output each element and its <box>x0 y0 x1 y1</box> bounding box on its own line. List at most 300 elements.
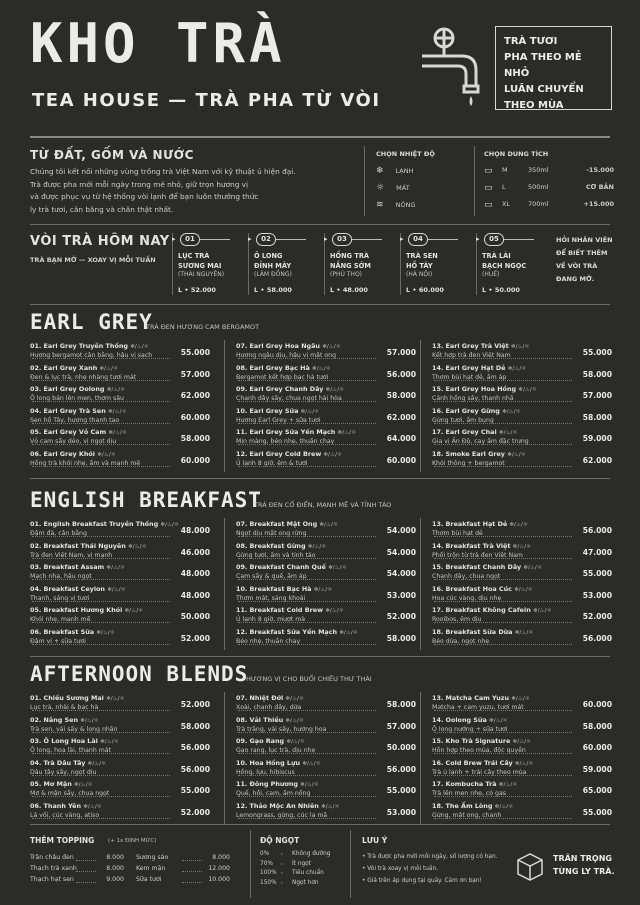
menu-item[interactable] <box>30 342 210 364</box>
item-name-row <box>236 364 331 372</box>
menu-item[interactable] <box>236 364 416 386</box>
item-name-row <box>30 364 118 372</box>
tap-price: L • 50.000 <box>482 286 520 294</box>
item-name: 04. Breakfast Ceylon <box>30 584 105 593</box>
item-description: Mịn màng, béo nhẹ, thuần chay <box>236 438 335 445</box>
menu-item[interactable] <box>30 428 210 450</box>
ask-line: ĐỂ BIẾT THÊM <box>556 249 608 257</box>
menu-item[interactable] <box>30 385 210 407</box>
divider <box>364 146 365 216</box>
menu-item[interactable] <box>236 450 416 472</box>
item-description: Chanh dây sấy, chua ngọt hài hòa <box>236 395 342 402</box>
menu-item[interactable] <box>30 585 210 607</box>
dot-leader <box>182 860 202 861</box>
item-description: Gia vị Ấn Độ, cay ấm đặc trưng <box>432 438 529 445</box>
menu-item[interactable] <box>236 407 416 429</box>
tap-card[interactable] <box>248 233 316 295</box>
item-name-row <box>236 716 304 724</box>
item-name: 10. Hoa Hồng Lựu <box>236 758 301 767</box>
dot-leader <box>434 466 572 467</box>
item-name: 08. Breakfast Gừng <box>236 541 306 550</box>
item-price: 56.000 <box>582 633 612 643</box>
item-name: 17. Kombucha Trà <box>432 780 497 788</box>
dot-leader <box>238 644 376 645</box>
temperature-icons: ❄/♨/☼ <box>87 760 107 767</box>
item-description: Đen & lục trà, nhẹ nhàng tươi mát <box>30 373 137 381</box>
menu-item[interactable] <box>30 407 210 429</box>
item-name: 14. Oolong Sữa <box>432 715 487 724</box>
topping-price: 9.000 <box>106 876 124 883</box>
item-name-row <box>30 606 143 614</box>
temperature-icons: ❄/♨/☼ <box>507 451 526 458</box>
item-price: 60.000 <box>582 743 612 752</box>
size-code: L <box>502 183 506 191</box>
tap-origin: (THÁI NGUYÊN) <box>178 271 225 278</box>
menu-item[interactable] <box>432 780 612 802</box>
menu-item[interactable] <box>30 520 210 542</box>
item-name: 14. Breakfast Trà Việt <box>432 541 511 550</box>
item-name: 03. Earl Grey Oolong <box>30 385 105 393</box>
item-description: Hồng trà khói nhẹ, ấm và mạnh mẽ <box>30 459 141 467</box>
item-name-row <box>236 407 319 415</box>
tap-card[interactable] <box>476 233 544 295</box>
menu-item[interactable] <box>432 563 612 585</box>
item-name: 01. Earl Grey Truyền Thống <box>30 342 128 350</box>
menu-item[interactable] <box>432 520 612 542</box>
item-price: 58.000 <box>582 369 612 379</box>
menu-item[interactable] <box>432 606 612 628</box>
dot-leader <box>238 732 376 733</box>
taps-subtitle: TRÀ BẠN MỞ — XOAY VỊ MỖI TUẦN <box>30 256 156 264</box>
menu-item[interactable] <box>236 802 416 824</box>
item-name-row <box>236 428 356 436</box>
temperature-icons: ❄/♨/☼ <box>494 803 514 810</box>
item-description: Ô long nướng + sữa tươi <box>432 725 508 733</box>
tagline-line: THEO MÙA <box>504 100 564 111</box>
cup-icon: ▭ <box>484 200 493 210</box>
dot-leader <box>238 380 376 381</box>
temperature-icons: ❄/♨/☼ <box>339 629 358 636</box>
dot-leader <box>238 536 376 537</box>
item-description: Phối trộn từ trà đen Việt Nam <box>432 551 523 559</box>
temperature-icons: ❄/♨/☼ <box>83 803 102 810</box>
divider <box>428 239 458 240</box>
menu-item[interactable] <box>432 385 612 407</box>
menu-item[interactable] <box>30 759 210 781</box>
dot-leader <box>32 380 170 381</box>
dot-leader <box>238 444 376 445</box>
item-price: 52.000 <box>386 612 416 621</box>
divider <box>420 692 421 824</box>
tap-name-line: TRÀ SEN <box>406 252 438 260</box>
menu-item[interactable] <box>432 694 612 716</box>
topping-price: 8.000 <box>212 854 230 861</box>
item-name: 02. Breakfast Thái Nguyên <box>30 541 126 550</box>
dot-leader <box>434 732 572 733</box>
temperature-icons: ❄/♨/☼ <box>124 608 144 614</box>
temperature-icons: ❄/♨/☼ <box>510 344 530 350</box>
item-price: 50.000 <box>180 612 210 621</box>
menu-item[interactable] <box>30 606 210 628</box>
dot-leader <box>32 775 170 776</box>
item-name-row <box>30 342 149 350</box>
item-description: Thanh, sáng vị tươi <box>30 594 90 602</box>
sweetness-option[interactable] <box>260 851 344 857</box>
topping-name: Thạch trà xanh <box>30 865 77 872</box>
menu-item[interactable] <box>432 802 612 824</box>
ask-line: ĐANG MỞ. <box>556 275 595 283</box>
topping-item[interactable] <box>136 854 230 861</box>
tap-name <box>482 251 526 271</box>
menu-item[interactable] <box>30 802 210 824</box>
size-option-l[interactable] <box>484 183 614 193</box>
drop-icon: ◦ <box>280 870 284 877</box>
dot-leader <box>32 536 170 537</box>
item-price: 56.000 <box>582 526 612 535</box>
temperature-icons: ❄/♨/☼ <box>99 365 118 372</box>
item-price: 55.000 <box>582 348 612 357</box>
topping-price: 12.000 <box>208 865 230 872</box>
divider <box>352 239 382 240</box>
item-price: 48.000 <box>180 569 210 578</box>
menu-item[interactable] <box>236 428 416 450</box>
section-title: AFTERNOON BLENDS <box>30 662 249 686</box>
item-name: 16. Breakfast Hoa Cúc <box>432 584 512 593</box>
item-price: 46.000 <box>180 547 210 557</box>
temp-option-cold[interactable] <box>376 166 413 176</box>
dot-leader <box>32 753 170 754</box>
menu-item[interactable] <box>236 628 416 650</box>
steam-icon: ≋ <box>376 200 384 210</box>
item-name-row <box>236 450 342 458</box>
item-price: 56.000 <box>386 369 416 379</box>
item-description: Bergamot kết hợp bạc hà tươi <box>236 373 329 381</box>
menu-item[interactable] <box>236 759 416 781</box>
item-name: 10. Earl Grey Sữa <box>236 406 299 415</box>
menu-item[interactable] <box>236 780 416 802</box>
menu-item[interactable] <box>30 716 210 738</box>
item-description: Thơm bùi hạt dẻ <box>432 530 483 537</box>
divider <box>420 340 421 472</box>
menu-item[interactable] <box>236 520 416 542</box>
topping-name: Sương sáo <box>136 854 169 861</box>
menu-item[interactable] <box>30 737 210 759</box>
temperature-icons: ❄/♨/☼ <box>286 739 305 745</box>
menu-item[interactable] <box>236 342 416 364</box>
item-name-row <box>432 737 531 745</box>
menu-item[interactable] <box>432 364 612 386</box>
item-name: 13. Breakfast Hạt Dẻ <box>432 520 508 528</box>
menu-item[interactable] <box>30 563 210 585</box>
menu-item[interactable] <box>30 694 210 716</box>
item-name-row <box>432 542 531 550</box>
item-description: Mạch nha, hậu ngọt <box>30 573 92 580</box>
intro-text <box>30 166 355 216</box>
tap-number: 03 <box>332 233 352 246</box>
dot-leader <box>32 444 170 445</box>
tagline-line: LUÂN CHUYỂN <box>504 84 584 95</box>
item-name: 15. Earl Grey Hoa Hồng <box>432 385 517 393</box>
item-name: 18. Breakfast Sữa Dừa <box>432 627 513 636</box>
arrow-right-icon: ▸ <box>172 235 176 243</box>
item-name-row <box>236 802 340 810</box>
ask-staff-note <box>556 234 616 286</box>
menu-item[interactable] <box>30 450 210 472</box>
closing-text <box>553 852 615 878</box>
item-name: 12. Thảo Mộc An Nhiên <box>236 801 319 810</box>
item-description: Lục trà, nhài & bạc hà <box>30 704 99 711</box>
tap-name <box>254 251 291 271</box>
divider <box>200 239 230 240</box>
item-description: Hỗn hợp theo mùa, độc quyền <box>432 747 526 754</box>
item-price: 57.000 <box>180 369 210 379</box>
menu-item[interactable] <box>432 342 612 364</box>
sweetness-label: Ít ngọt <box>292 860 311 867</box>
dot-leader <box>32 732 170 733</box>
item-name: 07. Nhiệt Đới <box>236 694 284 702</box>
menu-item[interactable] <box>236 737 416 759</box>
tap-name-line: TRÀ LÀI <box>482 252 511 260</box>
menu-item[interactable] <box>30 780 210 802</box>
size-option-xl[interactable] <box>484 200 614 210</box>
menu-item[interactable] <box>30 542 210 564</box>
sweetness-percent: 150% <box>260 879 277 886</box>
drop-icon: ◦ <box>280 860 284 868</box>
item-name: 09. Breakfast Chanh Quế <box>236 563 326 571</box>
item-name: 18. The Ấm Lòng <box>432 801 493 810</box>
tap-card[interactable] <box>324 233 392 295</box>
topping-item[interactable] <box>30 854 124 861</box>
menu-item[interactable] <box>432 759 612 781</box>
item-description: Khói nhẹ, mạnh mẽ <box>30 616 91 623</box>
item-name: 04. Earl Grey Trà Sen <box>30 406 106 415</box>
brand-title: KHO TRÀ <box>30 12 286 75</box>
item-price: 54.000 <box>386 526 416 535</box>
item-description: Trà đen Việt Nam, vị mạnh <box>30 551 113 559</box>
menu-item[interactable] <box>236 563 416 585</box>
item-price: 55.000 <box>180 786 210 795</box>
item-name-row <box>432 585 533 593</box>
tap-name <box>178 251 221 271</box>
item-name: 07. Breakfast Mật Ong <box>236 520 318 528</box>
item-description: Hương ngâu dịu, hậu vị mật ong <box>236 352 337 359</box>
dot-leader <box>238 818 376 819</box>
dot-leader <box>32 601 170 602</box>
ask-line: HỎI NHÂN VIÊN <box>556 236 613 244</box>
item-name: 07. Earl Grey Hoa Ngâu <box>236 342 320 350</box>
item-description: Ủ lạnh 8 giờ, êm & tươi <box>236 459 308 467</box>
topping-item[interactable] <box>136 865 230 872</box>
dot-leader <box>434 536 572 537</box>
menu-item[interactable] <box>236 542 416 564</box>
tap-name <box>406 251 438 271</box>
size-option-m[interactable] <box>484 166 614 176</box>
tap-origin: (HUẾ) <box>482 271 500 278</box>
item-price: 58.000 <box>180 721 210 731</box>
dot-leader <box>434 710 572 711</box>
item-description: Ủ lạnh 8 giờ, mượt mà <box>236 616 306 623</box>
item-name: 12. Earl Grey Cold Brew <box>236 449 322 458</box>
item-description: Khói thông + bergamot <box>432 459 505 467</box>
faucet-icon <box>418 26 490 110</box>
temperature-icons: ❄/♨/☼ <box>96 629 115 636</box>
divider <box>250 830 251 898</box>
section-title: EARL GREY <box>30 310 153 334</box>
menu-item[interactable] <box>432 585 612 607</box>
temperature-icons: ❄/♨/☼ <box>523 565 542 571</box>
item-description: Gạo rang, lục trà, dịu nhẹ <box>236 747 316 754</box>
temp-option-cool[interactable] <box>376 183 410 193</box>
sun-icon: ☼ <box>376 183 385 193</box>
item-price: 54.000 <box>386 547 416 557</box>
item-price: 52.000 <box>180 807 210 817</box>
drop-icon: ◦ <box>280 851 284 858</box>
topping-item[interactable] <box>136 876 230 883</box>
dot-leader <box>182 882 202 883</box>
menu-item[interactable] <box>432 407 612 429</box>
temperature-icons: ❄/♨/☼ <box>325 387 345 393</box>
topping-item[interactable] <box>30 865 124 872</box>
item-price: 60.000 <box>180 455 210 465</box>
item-name-row <box>30 716 99 724</box>
temperature-icons: ❄/♨/☼ <box>107 586 126 593</box>
menu-item[interactable] <box>432 450 612 472</box>
item-name-row <box>30 694 125 702</box>
section-subtitle: HƯƠNG VỊ CHO BUỔI CHIỀU THƯ THÁI <box>246 675 372 683</box>
item-name: 02. Nắng Sen <box>30 715 79 724</box>
dot-leader <box>32 796 170 797</box>
item-name-row <box>30 780 92 788</box>
item-name: 09. Earl Grey Chanh Dây <box>236 385 324 393</box>
temp-label: MÁT <box>396 184 410 192</box>
item-price: 58.000 <box>180 434 210 443</box>
item-description: Hương bergamot cân bằng, hậu vị sạch <box>30 352 153 359</box>
menu-item[interactable] <box>236 694 416 716</box>
item-description: Gừng, mật ong, chanh <box>432 811 502 819</box>
divider <box>30 304 610 305</box>
menu-item[interactable] <box>432 428 612 450</box>
menu-item[interactable] <box>236 716 416 738</box>
temp-title: CHỌN NHIỆT ĐỘ <box>376 150 435 158</box>
temperature-icons: ❄/♨/☼ <box>322 344 341 350</box>
item-description: Trà ủ lạnh + trái cây theo mùa <box>432 768 527 776</box>
sweetness-option[interactable] <box>260 861 344 867</box>
tap-number: 02 <box>256 233 276 246</box>
temperature-icons: ❄/♨/☼ <box>532 608 552 614</box>
item-name-row <box>236 606 344 614</box>
item-description: Thơm mát, sảng khoái <box>236 594 306 602</box>
tap-card[interactable] <box>172 233 240 295</box>
item-name-row <box>236 542 326 550</box>
menu-item[interactable] <box>236 606 416 628</box>
item-name-row <box>236 563 347 571</box>
item-name-row <box>30 802 102 810</box>
tap-card[interactable] <box>400 233 468 295</box>
menu-item[interactable] <box>30 364 210 386</box>
dot-leader <box>434 380 572 381</box>
size-volume: 350ml <box>528 166 549 174</box>
dot-leader <box>32 579 170 580</box>
temp-label: LẠNH <box>395 167 414 175</box>
closing-line: TỪNG LY TRÀ. <box>553 867 615 876</box>
item-name: 02. Earl Grey Xanh <box>30 363 98 372</box>
temperature-icons: ❄/♨/☼ <box>514 760 534 767</box>
item-description: Xoài, chanh dây, dứa <box>236 704 302 711</box>
item-name-row <box>432 364 526 372</box>
item-name: 11. Breakfast Cold Brew <box>236 606 323 614</box>
topping-item[interactable] <box>30 876 124 883</box>
temperature-icons: ❄/♨/☼ <box>509 522 528 528</box>
dot-leader <box>434 818 572 819</box>
item-price: 60.000 <box>582 700 612 709</box>
menu-item[interactable] <box>236 385 416 407</box>
item-price: 59.000 <box>582 434 612 443</box>
topping-price: 8.000 <box>106 854 124 861</box>
temp-option-hot[interactable] <box>376 200 416 210</box>
item-price: 47.000 <box>582 547 612 557</box>
snowflake-icon: ❄ <box>376 166 384 176</box>
temperature-icons: ❄/♨/☼ <box>512 739 532 745</box>
tap-origin: (PHÚ THỌ) <box>330 271 363 278</box>
temperature-icons: ❄/♨/☼ <box>514 629 534 636</box>
temperature-icons: ❄/♨/☼ <box>498 430 518 436</box>
dot-leader <box>238 601 376 602</box>
menu-item[interactable] <box>236 585 416 607</box>
menu-item[interactable] <box>432 716 612 738</box>
temperature-icons: ❄/♨/☼ <box>489 717 508 724</box>
item-name: 06. Breakfast Sữa <box>30 627 95 636</box>
item-description: Cánh hồng sấy, thanh nhã <box>432 395 514 402</box>
tagline-box <box>495 26 612 110</box>
item-name: 16. Earl Grey Gừng <box>432 406 500 415</box>
dot-leader <box>32 466 170 467</box>
temperature-icons: ❄/♨/☼ <box>300 408 320 415</box>
item-description: Lá vối, cúc vàng, atiso <box>30 811 100 819</box>
item-name-row <box>236 628 358 636</box>
section-subtitle: TRÀ ĐEN CỔ ĐIỂN, MẠNH MẼ VÀ TỈNH TÁO <box>254 501 392 509</box>
menu-item[interactable] <box>432 737 612 759</box>
item-name: 08. Earl Grey Bạc Hà <box>236 363 310 372</box>
item-name-row <box>236 737 305 745</box>
item-name: 16. Cold Brew Trái Cây <box>432 758 513 767</box>
item-description: Béo nhẹ, thuần chay <box>236 637 301 645</box>
item-price: 54.000 <box>386 569 416 578</box>
sweetness-option[interactable] <box>260 880 344 886</box>
temperature-icons: ❄/♨/☼ <box>337 430 357 436</box>
menu-item[interactable] <box>30 628 210 650</box>
size-volume: 700ml <box>528 200 549 208</box>
menu-item[interactable] <box>432 628 612 650</box>
dot-leader <box>238 423 376 424</box>
tap-origin: (HÀ NỘI) <box>406 271 433 278</box>
tap-price: L • 52.000 <box>178 286 216 294</box>
cup-icon: ▭ <box>484 166 493 176</box>
temperature-icons: ❄/♨/☼ <box>498 782 518 788</box>
item-description: Đậm đà, cân bằng <box>30 530 87 537</box>
item-price: 57.000 <box>582 391 612 400</box>
temperature-icons: ❄/♨/☼ <box>97 451 116 458</box>
ask-line: VỀ VÒI TRÀ <box>556 262 598 270</box>
taps-title: VÒI TRÀ HÔM NAY <box>30 234 170 249</box>
item-name: 01. English Breakfast Truyền Thống <box>30 520 159 528</box>
temp-label: NÓNG <box>395 201 416 209</box>
temperature-icons: ❄/♨/☼ <box>302 760 321 767</box>
menu-item[interactable] <box>432 542 612 564</box>
item-name: 12. Breakfast Sữa Yến Mạch <box>236 627 338 636</box>
sweetness-option[interactable] <box>260 870 344 876</box>
temperature-icons: ❄/♨/☼ <box>321 803 340 810</box>
item-description: Ô long bán lên men, thơm sâu <box>30 395 124 402</box>
